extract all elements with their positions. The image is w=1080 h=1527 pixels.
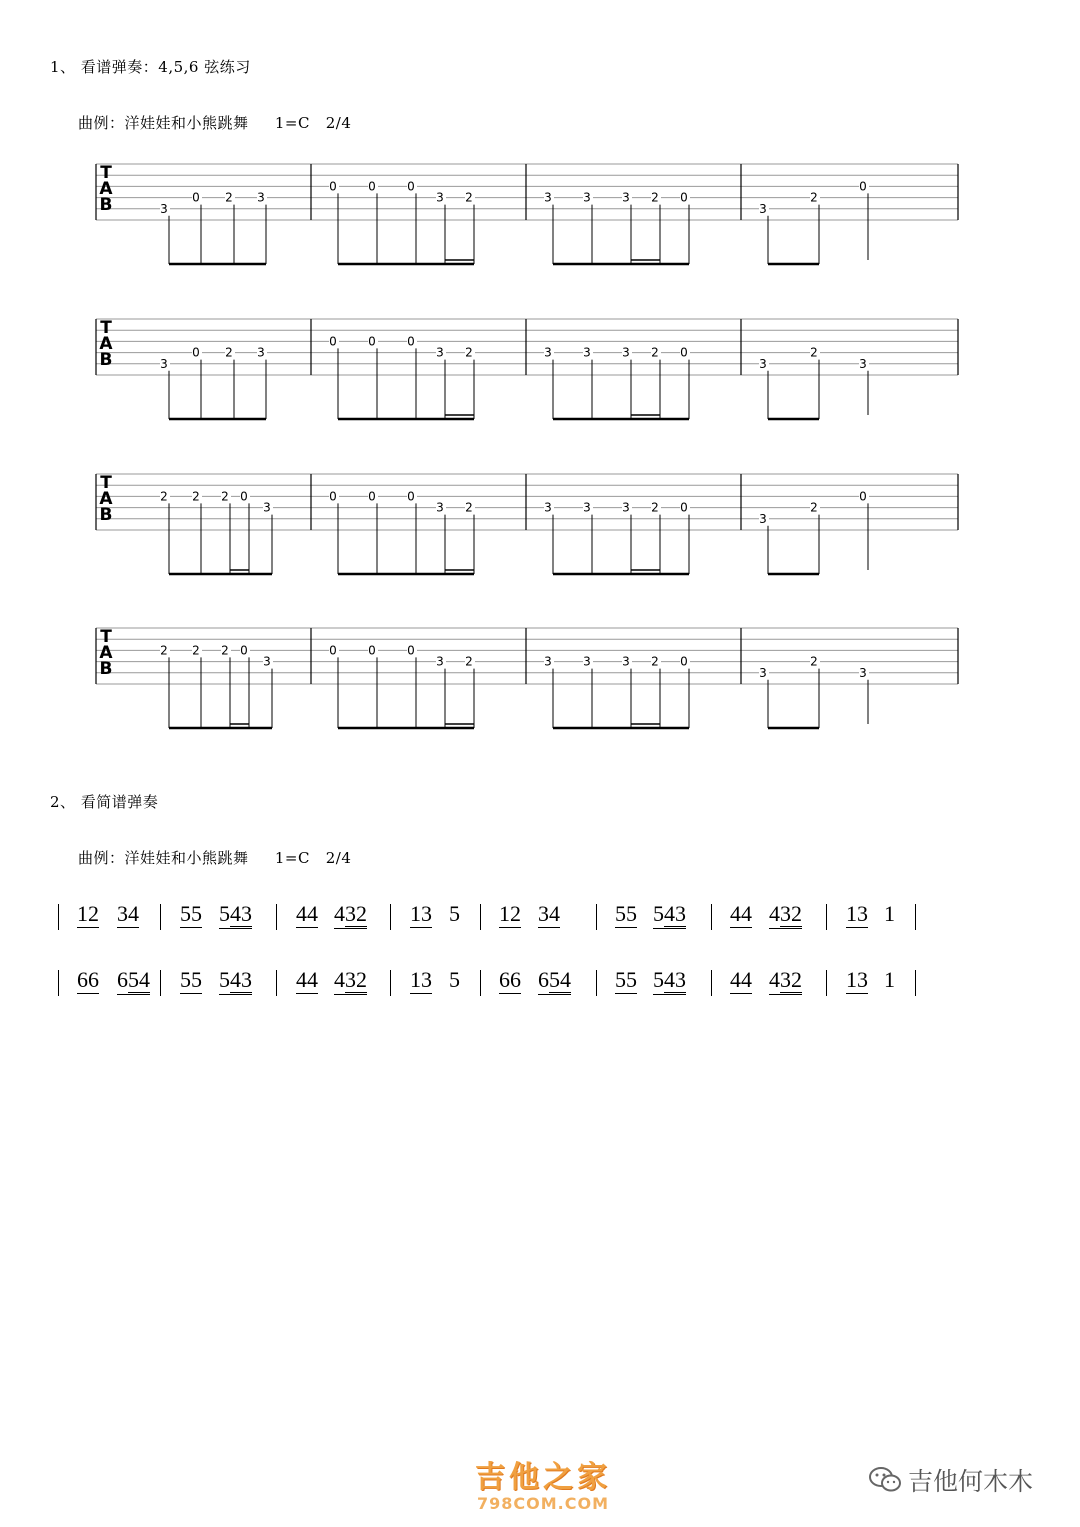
jianpu-barline bbox=[596, 904, 597, 930]
wechat-icon bbox=[868, 1466, 902, 1494]
tab-clef-letter: T bbox=[100, 627, 112, 647]
tab-fret-number: 2 bbox=[160, 489, 168, 504]
tab-fret-number: 0 bbox=[680, 190, 688, 205]
tab-clef-letter: B bbox=[99, 195, 113, 215]
tab-fret-number: 3 bbox=[583, 654, 591, 669]
tab-fret-number: 0 bbox=[192, 345, 200, 360]
tab-fret-number: 2 bbox=[651, 345, 659, 360]
tab-clef-letter: T bbox=[100, 163, 112, 183]
tab-fret-number: 3 bbox=[622, 654, 630, 669]
jianpu-note-group: 543 bbox=[653, 968, 686, 995]
tab-fret-number: 0 bbox=[368, 643, 376, 658]
tab-fret-number: 0 bbox=[329, 643, 337, 658]
jianpu-barline bbox=[826, 904, 827, 930]
tab-fret-number: 2 bbox=[465, 500, 473, 515]
tab-clef-letter: A bbox=[99, 643, 113, 663]
jianpu-note-group: 66 bbox=[77, 967, 99, 992]
tab-fret-number: 3 bbox=[544, 190, 552, 205]
jianpu-note-group: 432 bbox=[769, 968, 802, 995]
jianpu-note-group: 1 bbox=[884, 901, 895, 926]
tab-fret-number: 2 bbox=[192, 489, 200, 504]
tab-fret-number: 0 bbox=[680, 654, 688, 669]
jianpu-barline bbox=[711, 904, 712, 930]
watermark-logo-url: 798COM.COM bbox=[476, 1494, 609, 1513]
tab-fret-number: 0 bbox=[407, 179, 415, 194]
tab-fret-number: 3 bbox=[622, 190, 630, 205]
tab-fret-number: 2 bbox=[192, 643, 200, 658]
tab-fret-number: 3 bbox=[759, 356, 767, 371]
jianpu-note-group: 34 bbox=[117, 901, 139, 926]
jianpu-barline bbox=[276, 970, 277, 996]
tab-fret-number: 0 bbox=[368, 179, 376, 194]
jianpu-barline bbox=[915, 904, 916, 930]
jianpu-note-group: 55 bbox=[180, 967, 202, 992]
tab-clef-letter: T bbox=[100, 318, 112, 338]
wechat-account-watermark bbox=[868, 1462, 1033, 1498]
tab-fret-number: 3 bbox=[257, 190, 265, 205]
tab-fret-number: 0 bbox=[859, 489, 867, 504]
tab-fret-number: 3 bbox=[160, 356, 168, 371]
tab-fret-number: 3 bbox=[583, 345, 591, 360]
jianpu-barline bbox=[711, 970, 712, 996]
tab-fret-number: 3 bbox=[622, 345, 630, 360]
tab-clef-letter: A bbox=[99, 334, 113, 354]
jianpu-note-group: 13 bbox=[410, 967, 432, 992]
tab-fret-number: 0 bbox=[368, 489, 376, 504]
jianpu-barline bbox=[480, 970, 481, 996]
site-watermark-logo bbox=[468, 1452, 618, 1513]
jianpu-note-group: 432 bbox=[334, 902, 367, 929]
jianpu-note-group: 55 bbox=[180, 901, 202, 926]
tab-fret-number: 2 bbox=[160, 643, 168, 658]
tab-clef-letter: B bbox=[99, 505, 113, 525]
tab-fret-number: 0 bbox=[240, 489, 248, 504]
tab-fret-number: 2 bbox=[810, 190, 818, 205]
section-2-title: 2、 看简谱弹奏 bbox=[50, 793, 159, 811]
tab-fret-number: 2 bbox=[810, 500, 818, 515]
tab-fret-number: 0 bbox=[407, 334, 415, 349]
tab-fret-number: 0 bbox=[329, 489, 337, 504]
jianpu-note-group: 432 bbox=[769, 902, 802, 929]
jianpu-note-group: 55 bbox=[615, 967, 637, 992]
tab-fret-number: 3 bbox=[859, 356, 867, 371]
tab-fret-number: 3 bbox=[160, 201, 168, 216]
jianpu-barline bbox=[390, 904, 391, 930]
tab-clef-letter: B bbox=[99, 659, 113, 679]
tab-fret-number: 3 bbox=[436, 190, 444, 205]
jianpu-barline bbox=[58, 970, 59, 996]
tab-fret-number: 2 bbox=[225, 190, 233, 205]
jianpu-note-group: 13 bbox=[410, 901, 432, 926]
tab-fret-number: 3 bbox=[544, 500, 552, 515]
tab-fret-number: 2 bbox=[465, 654, 473, 669]
tab-fret-number: 2 bbox=[221, 489, 229, 504]
jianpu-note-group: 13 bbox=[846, 967, 868, 992]
jianpu-note-group: 34 bbox=[538, 901, 560, 926]
jianpu-note-group: 654 bbox=[117, 968, 150, 995]
tab-fret-number: 3 bbox=[583, 190, 591, 205]
tab-fret-number: 3 bbox=[436, 500, 444, 515]
jianpu-barline bbox=[160, 970, 161, 996]
jianpu-note-group: 44 bbox=[296, 901, 318, 926]
tab-fret-number: 3 bbox=[263, 500, 271, 515]
jianpu-barline bbox=[915, 970, 916, 996]
tab-fret-number: 3 bbox=[257, 345, 265, 360]
tab-fret-number: 3 bbox=[583, 500, 591, 515]
jianpu-barline bbox=[596, 970, 597, 996]
tab-fret-number: 2 bbox=[810, 345, 818, 360]
section-2-example-line: 曲例：洋娃娃和小熊跳舞 1=C 2/4 bbox=[78, 849, 352, 867]
section-1-example-line: 曲例：洋娃娃和小熊跳舞 1=C 2/4 bbox=[78, 114, 352, 132]
tab-fret-number: 3 bbox=[544, 654, 552, 669]
jianpu-note-group: 5 bbox=[449, 967, 460, 992]
jianpu-note-group: 66 bbox=[499, 967, 521, 992]
tab-fret-number: 2 bbox=[651, 500, 659, 515]
jianpu-note-group: 543 bbox=[653, 902, 686, 929]
tab-fret-number: 2 bbox=[225, 345, 233, 360]
tab-fret-number: 3 bbox=[759, 511, 767, 526]
tab-clef-letter: A bbox=[99, 179, 113, 199]
watermark-logo-text: 吉他之家 bbox=[475, 1460, 611, 1495]
tab-fret-number: 0 bbox=[859, 179, 867, 194]
tab-clef-letter: B bbox=[99, 350, 113, 370]
tab-fret-number: 3 bbox=[859, 665, 867, 680]
tab-fret-number: 0 bbox=[407, 643, 415, 658]
tab-fret-number: 2 bbox=[221, 643, 229, 658]
tab-fret-number: 2 bbox=[651, 654, 659, 669]
tab-fret-number: 0 bbox=[680, 500, 688, 515]
jianpu-note-group: 44 bbox=[296, 967, 318, 992]
tab-fret-number: 2 bbox=[465, 345, 473, 360]
tab-clef-letter: A bbox=[99, 489, 113, 509]
tab-fret-number: 3 bbox=[544, 345, 552, 360]
tab-fret-number: 3 bbox=[436, 654, 444, 669]
tab-clef-letter: T bbox=[100, 473, 112, 493]
jianpu-note-group: 44 bbox=[730, 967, 752, 992]
jianpu-barline bbox=[58, 904, 59, 930]
jianpu-barline bbox=[276, 904, 277, 930]
wechat-account-name: 吉他何木木 bbox=[908, 1467, 1034, 1496]
tab-fret-number: 0 bbox=[407, 489, 415, 504]
tab-fret-number: 3 bbox=[759, 665, 767, 680]
tab-fret-number: 0 bbox=[240, 643, 248, 658]
jianpu-barline bbox=[826, 970, 827, 996]
jianpu-note-group: 654 bbox=[538, 968, 571, 995]
jianpu-note-group: 543 bbox=[219, 968, 252, 995]
jianpu-row bbox=[0, 902, 1080, 942]
jianpu-note-group: 44 bbox=[730, 901, 752, 926]
jianpu-note-group: 5 bbox=[449, 901, 460, 926]
tab-fret-number: 3 bbox=[436, 345, 444, 360]
jianpu-barline bbox=[160, 904, 161, 930]
jianpu-note-group: 55 bbox=[615, 901, 637, 926]
jianpu-note-group: 13 bbox=[846, 901, 868, 926]
tab-fret-number: 0 bbox=[680, 345, 688, 360]
tab-fret-number: 3 bbox=[622, 500, 630, 515]
tab-fret-number: 0 bbox=[368, 334, 376, 349]
jianpu-note-group: 1 bbox=[884, 967, 895, 992]
section-1-title: 1、 看谱弹奏：4,5,6 弦练习 bbox=[50, 58, 251, 76]
jianpu-row bbox=[0, 968, 1080, 1008]
tab-fret-number: 0 bbox=[329, 334, 337, 349]
tab-fret-number: 0 bbox=[329, 179, 337, 194]
tab-fret-number: 3 bbox=[263, 654, 271, 669]
jianpu-note-group: 12 bbox=[499, 901, 521, 926]
tab-fret-number: 3 bbox=[759, 201, 767, 216]
tab-fret-number: 2 bbox=[810, 654, 818, 669]
jianpu-barline bbox=[390, 970, 391, 996]
jianpu-barline bbox=[480, 904, 481, 930]
tab-fret-number: 2 bbox=[651, 190, 659, 205]
jianpu-note-group: 543 bbox=[219, 902, 252, 929]
jianpu-note-group: 12 bbox=[77, 901, 99, 926]
jianpu-note-group: 432 bbox=[334, 968, 367, 995]
tab-fret-number: 2 bbox=[465, 190, 473, 205]
tab-fret-number: 0 bbox=[192, 190, 200, 205]
